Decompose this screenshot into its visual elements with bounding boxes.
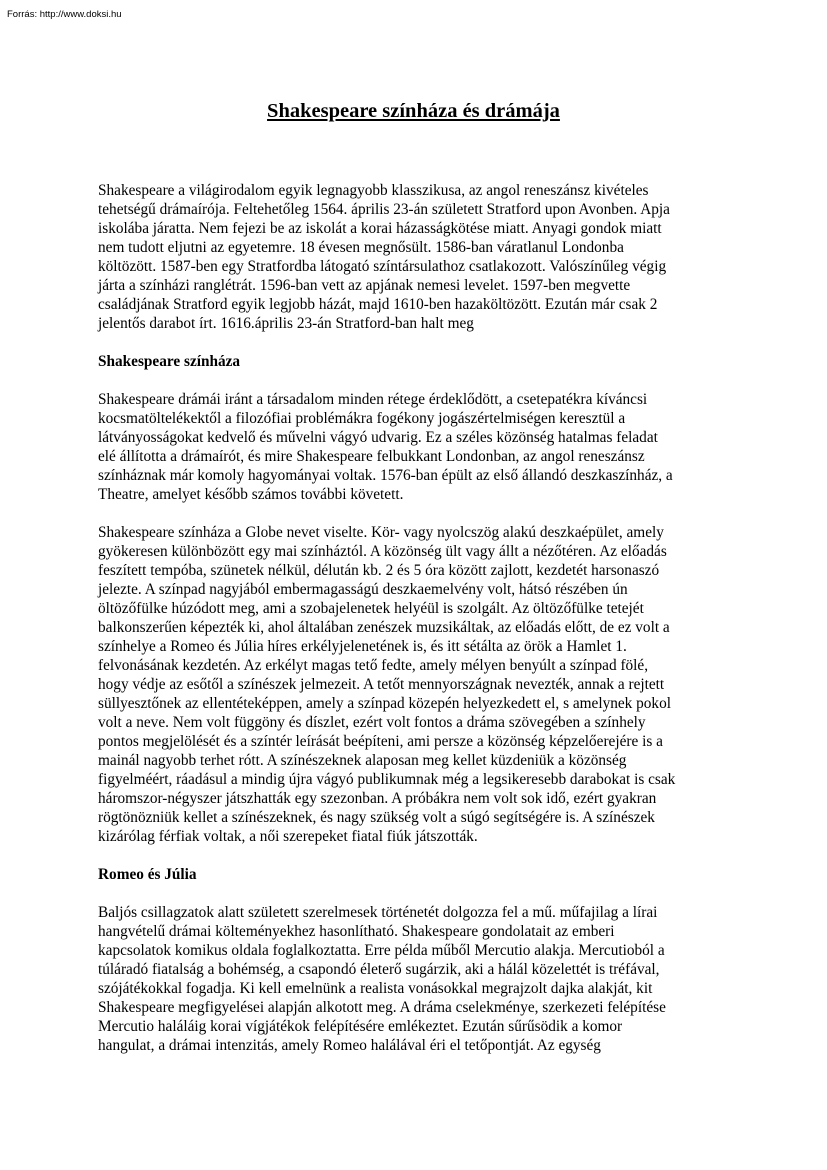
document-body <box>98 181 738 1055</box>
text-line: Theatre, amelyet később számos további követett. <box>98 486 404 503</box>
text-line: járta a színházi ranglétrát. 1596-ban vett az apjának nemesi levelet. 1597-ben megvette <box>98 277 631 294</box>
text-line: Shakespeare a világirodalom egyik legnagyobb klasszikusa, az angol reneszánsz kivételes <box>98 182 649 199</box>
text-line: hogy védje az esőtől a színészek jelmezeit. A tetőt mennyországnak nevezték, annak a rejtett <box>98 676 665 693</box>
text-line: öltözőfülke húzódott meg, ami a szobajelenetek helyéül is szolgált. Az öltözőfülke tetejét <box>98 600 644 617</box>
document-title: Shakespeare színháza és drámája <box>267 100 560 122</box>
source-label: Forrás: http://www.doksi.hu <box>7 9 122 20</box>
text-line: elé állította a drámaírót, és mire Shakespeare felbukkant Londonban, az angol reneszánsz <box>98 448 645 465</box>
text-line: kocsmatöltelékektől a filozófiai problémákra fogékony jogászértelmiségen keresztül a <box>98 410 626 427</box>
text-line: süllyesztőnek az ellentéteképpen, amely a színpad közepén helyezkedett el, s amelynek pokol <box>98 695 671 712</box>
text-line: jelezte. A színpad nagyjából embermagasságú deszkaemelvény volt, hátsó részében ún <box>98 581 628 598</box>
section-heading-theatre: Shakespeare színháza <box>98 353 241 370</box>
romeo-juliet-paragraph-1 <box>98 903 738 1055</box>
text-line: háromszor-négyszer játszhatták egy szezonban. A próbákra nem volt sok idő, ezért gyakran <box>98 790 657 807</box>
text-line: Baljós csillagzatok alatt született szerelmesek történetét dolgozza fel a mű. műfajilag a lírai <box>98 904 658 921</box>
text-line: hangvételű drámai költeményekhez hasonlítható. Shakespeare gondolatait az emberi <box>98 923 615 940</box>
text-line: pontos megjelölését és a színtér leírását beépíteni, ami persze a közönség képzelőerejére is a <box>98 733 663 750</box>
text-line: figyelméért, ráadásul a mindig újra vágyó publikumnak még a legsikeresebb darabokat is csak <box>98 771 676 788</box>
text-line: tehetségű drámaírója. Feltehetőleg 1564. április 23-án született Stratford upon Avonben. Apja <box>98 201 670 218</box>
text-line: rögtönözniük kellet a színészeknek, és nagy szükség volt a súgó segítségére is. A színészek <box>98 809 655 826</box>
text-line: túláradó fiatalság a bohémség, a csapondó életerő sugárzik, aki a hálál közelettét is tréfával, <box>98 961 660 978</box>
text-line: Shakespeare színháza a Globe nevet viselte. Kör- vagy nyolcszög alakú deszkaépület, amely <box>98 524 664 541</box>
text-line: látványosságokat kedvelő és művelni vágyó udvarig. Ez a széles közönség hatalmas feladat <box>98 429 658 446</box>
text-line: Shakespeare drámái iránt a társadalom minden rétege érdeklődött, a csetepatékra kíváncsi <box>98 391 648 408</box>
text-line: kizárólag férfiak voltak, a női szerepeket fiatal fiúk játszották. <box>98 828 478 845</box>
text-line: színhelye a Romeo és Júlia híres erkélyjelenetének is, és itt sétálta az örök a Hamlet 1. <box>98 638 627 655</box>
theatre-paragraph-2 <box>98 523 738 846</box>
text-line: Shakespeare megfigyelései alapján alkotott meg. A dráma cselekménye, szerkezeti felépítése <box>98 999 666 1016</box>
text-line: balkonszerűen képezték ki, ahol általában zenészek muzsikáltak, az előadás előtt, de ez volt a <box>98 619 670 636</box>
text-line: gyökeresen különbözött egy mai színháztól. A közönség ült vagy állt a nézőtéren. Az előadás <box>98 543 667 560</box>
intro-paragraph <box>98 181 738 333</box>
text-line: volt a neve. Nem volt függöny és díszlet, ezért volt fontos a dráma szövegében a színhely <box>98 714 646 731</box>
text-line: színháznak már komoly hagyományai voltak. 1576-ban épült az első állandó deszkaszínház, a <box>98 467 673 484</box>
text-line: szójátékokkal fogadja. Ki kell emelnünk a realista vonásokkal megrajzolt dajka alakját, kit <box>98 980 653 997</box>
text-line: nem tudott eljutni az egyetemre. 18 évesen megnősült. 1586-ban váratlanul Londonba <box>98 239 624 256</box>
text-line: Mercutio haláláig korai vígjátékok felépítésére emlékeztet. Ezután sűrűsödik a komor <box>98 1018 623 1035</box>
text-line: hangulat, a drámai intenzitás, amely Romeo halálával éri el tetőpontját. Az egység <box>98 1037 601 1054</box>
text-line: iskolába járatta. Nem fejezi be az iskolát a korai házasságkötése miatt. Anyagi gondok miatt <box>98 220 662 237</box>
text-line: családjának Stratford egyik legjobb házát, majd 1610-ben hazaköltözött. Ezután már csak 2 <box>98 296 658 313</box>
text-line: felvonásának kezdetén. Az erkélyt magas tető fedte, amely mélyen benyúlt a színpad fölé, <box>98 657 649 674</box>
theatre-paragraph-1 <box>98 390 738 504</box>
text-line: kapcsolatok komikus oldala foglalkoztatta. Erre példa műből Mercutio alakja. Mercutioból a <box>98 942 665 959</box>
text-line: költözött. 1587-ben egy Stratfordba látogató színtársulathoz csatlakozott. Valószínűleg végig <box>98 258 667 275</box>
section-heading-romeo-juliet: Romeo és Júlia <box>98 866 197 883</box>
text-line: mainál nagyobb terhet rótt. A színészeknek alaposan meg kellet küzdeniük a közönség <box>98 752 627 769</box>
text-line: jelentős darabot írt. 1616.április 23-án Stratford-ban halt meg <box>98 315 474 332</box>
text-line: feszített tempóba, szünetek nélkül, délután kb. 2 és 5 óra között zajlott, kezdetét harsonaszó <box>98 562 660 579</box>
